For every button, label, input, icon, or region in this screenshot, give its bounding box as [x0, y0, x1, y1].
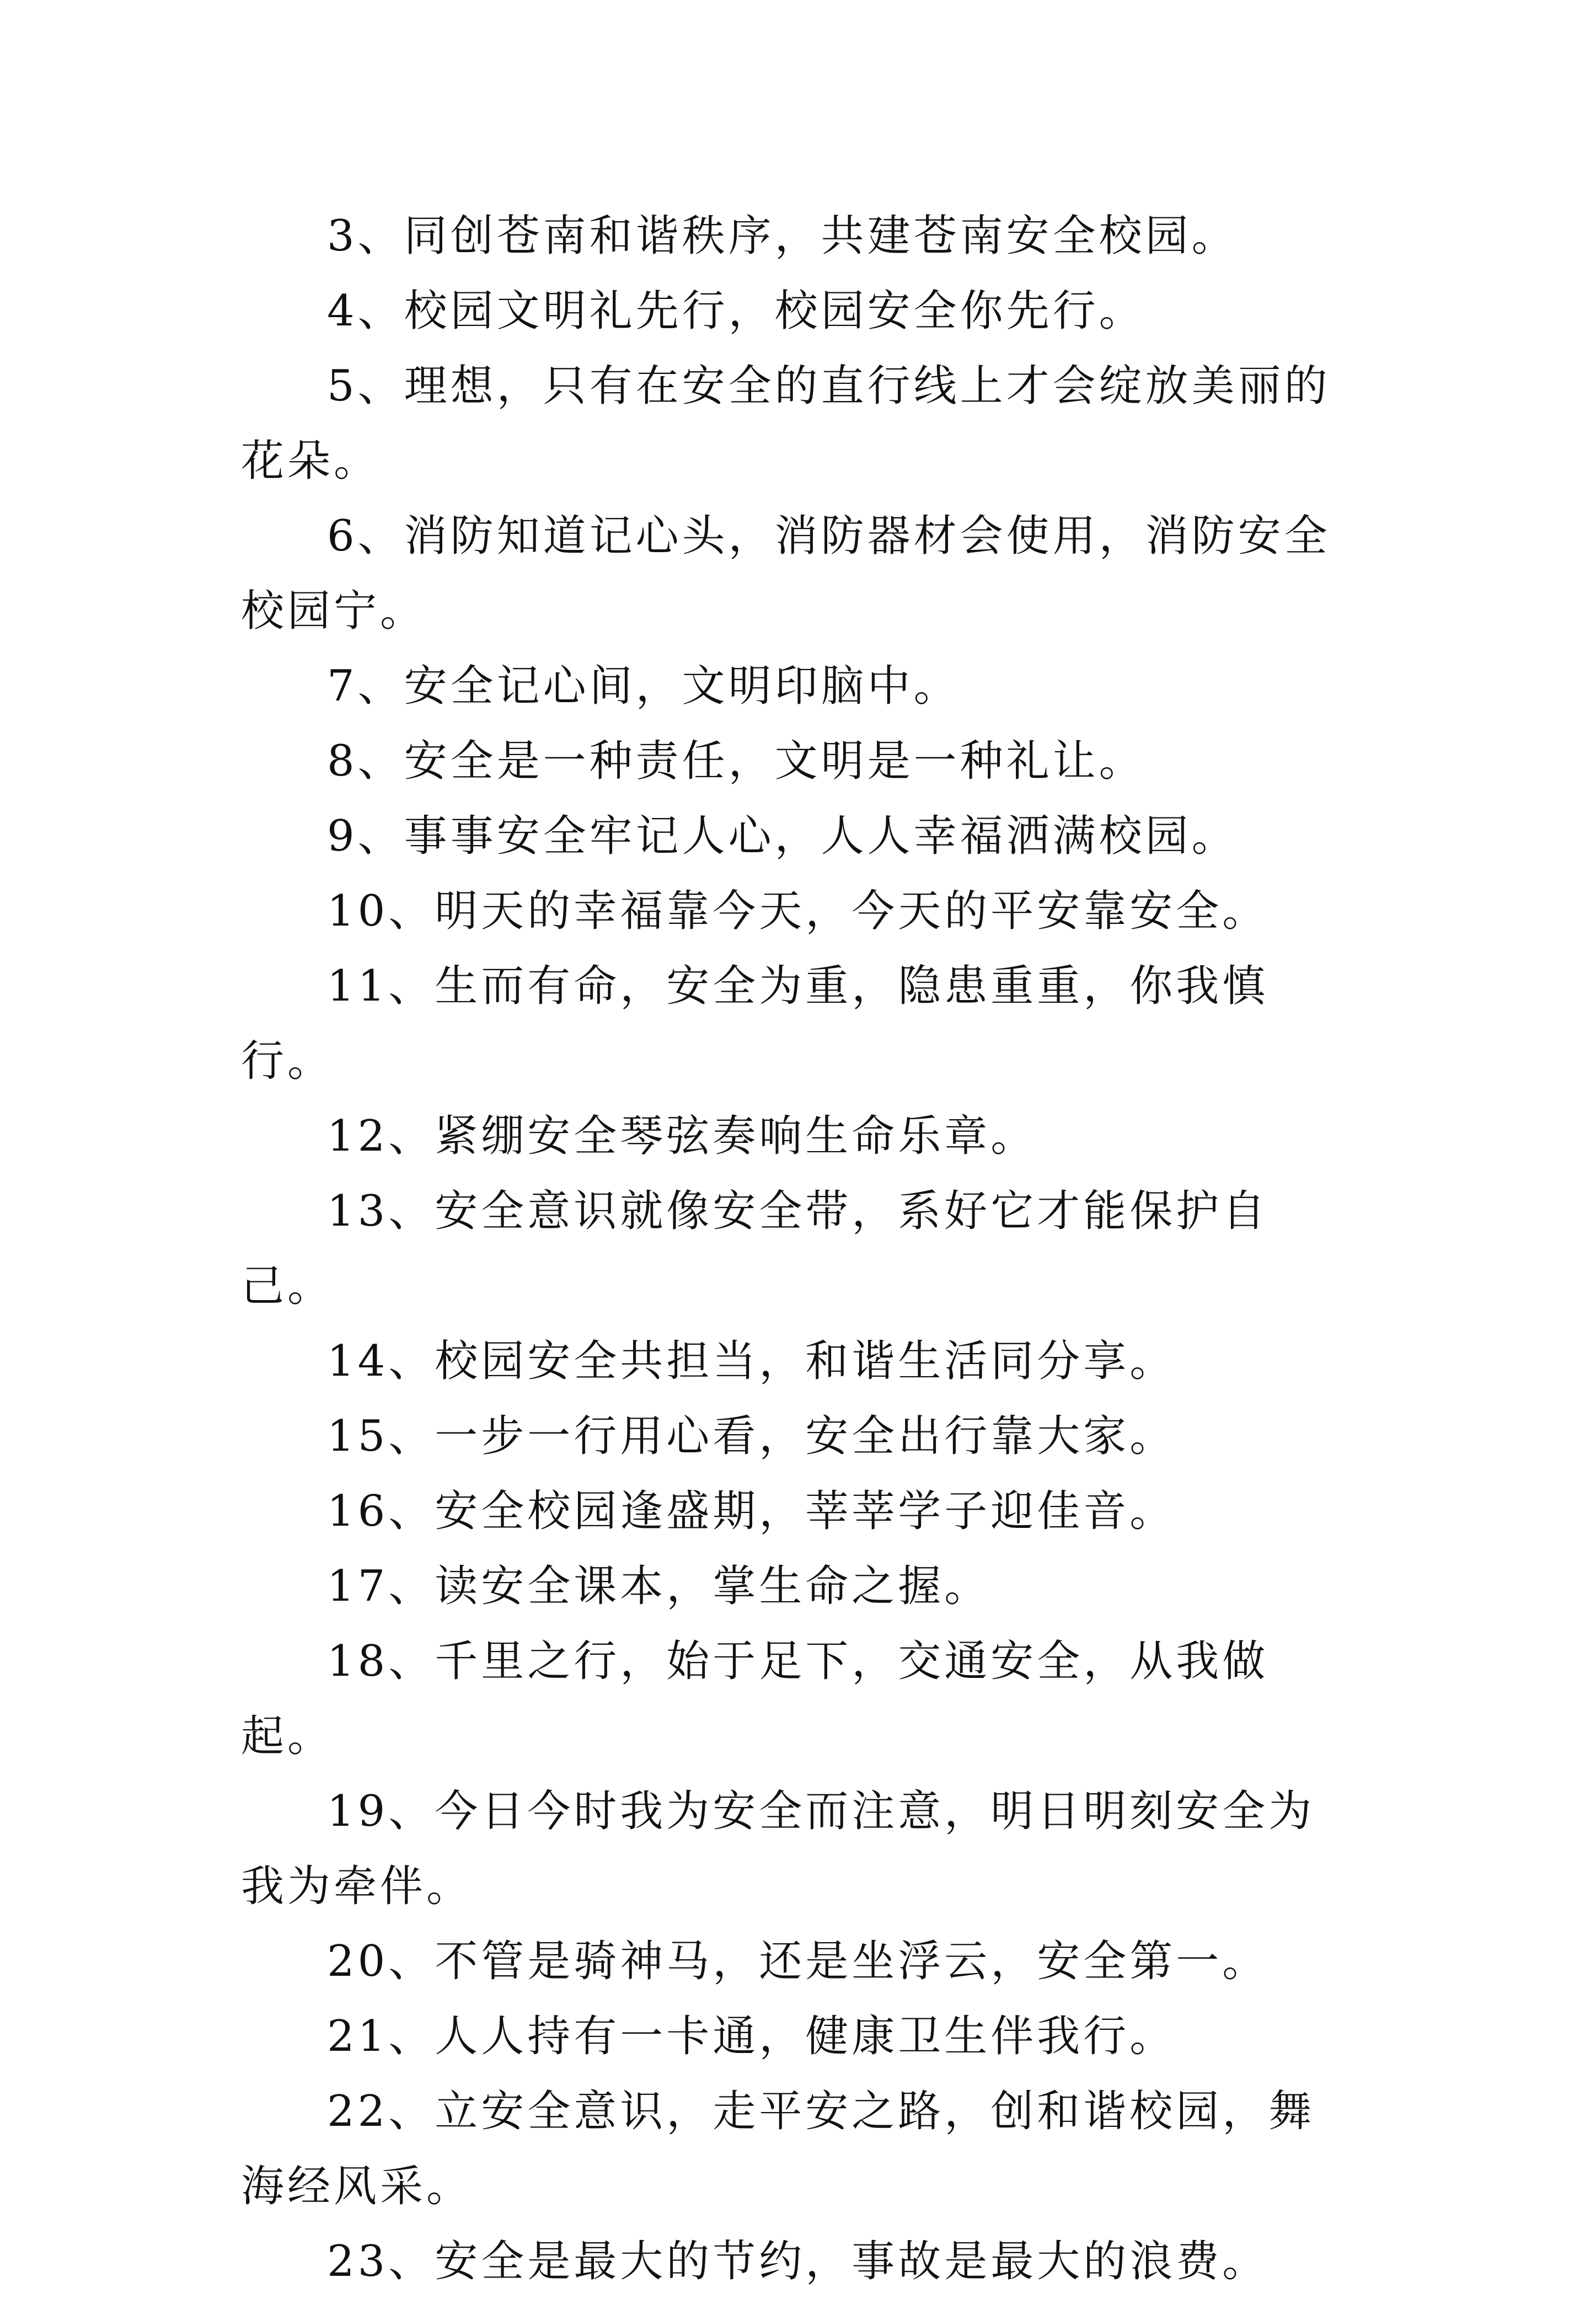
slogan-item-13: 13、安全意识就像安全带，系好它才能保护自己。: [241, 1186, 1269, 1311]
slogan-item-16: 16、安全校园逢盛期，莘莘学子迎佳音。: [327, 1487, 1176, 1536]
slogan-item-8: 8、安全是一种责任，文明是一种礼让。: [327, 736, 1145, 786]
slogan-item-4: 4、校园文明礼先行，校园安全你先行。: [327, 286, 1145, 336]
slogan-item-20: 20、不管是骑神马，还是坐浮云，安全第一。: [327, 1937, 1269, 1986]
slogan-item-12: 12、紧绷安全琴弦奏响生命乐章。: [327, 1111, 1037, 1161]
slogan-item-21: 21、人人持有一卡通，健康卫生伴我行。: [327, 2012, 1176, 2061]
slogan-item-9: 9、事事安全牢记人心，人人幸福洒满校园。: [327, 811, 1238, 861]
slogan-item-5: 5、理想，只有在安全的直行线上才会绽放美丽的花朵。: [241, 361, 1331, 486]
slogan-item-23: 23、安全是最大的节约，事故是最大的浪费。: [327, 2237, 1269, 2286]
slogan-item-15: 15、一步一行用心看，安全出行靠大家。: [327, 1412, 1176, 1461]
slogan-item-10: 10、明天的幸福靠今天，今天的平安靠安全。: [327, 886, 1269, 936]
slogan-item-22: 22、立安全意识，走平安之路，创和谐校园，舞海经风采。: [241, 2087, 1315, 2211]
slogan-item-19: 19、今日今时我为安全而注意，明日明刻安全为我为牵伴。: [241, 1787, 1315, 1911]
slogan-item-18: 18、千里之行，始于足下，交通安全，从我做起。: [241, 1637, 1269, 1761]
slogan-item-11: 11、生而有命，安全为重，隐患重重，你我慎行。: [241, 961, 1269, 1086]
slogan-item-14: 14、校园安全共担当，和谐生活同分享。: [327, 1336, 1176, 1386]
slogan-item-3: 3、同创苍南和谐秩序，共建苍南安全校园。: [327, 211, 1238, 261]
slogan-item-17: 17、读安全课本，掌生命之握。: [327, 1562, 991, 1611]
slogan-item-6: 6、消防知道记心头，消防器材会使用，消防安全校园宁。: [241, 511, 1331, 636]
slogan-item-7: 7、安全记心间，文明印脑中。: [327, 661, 960, 711]
document-body: [241, 199, 1355, 2299]
